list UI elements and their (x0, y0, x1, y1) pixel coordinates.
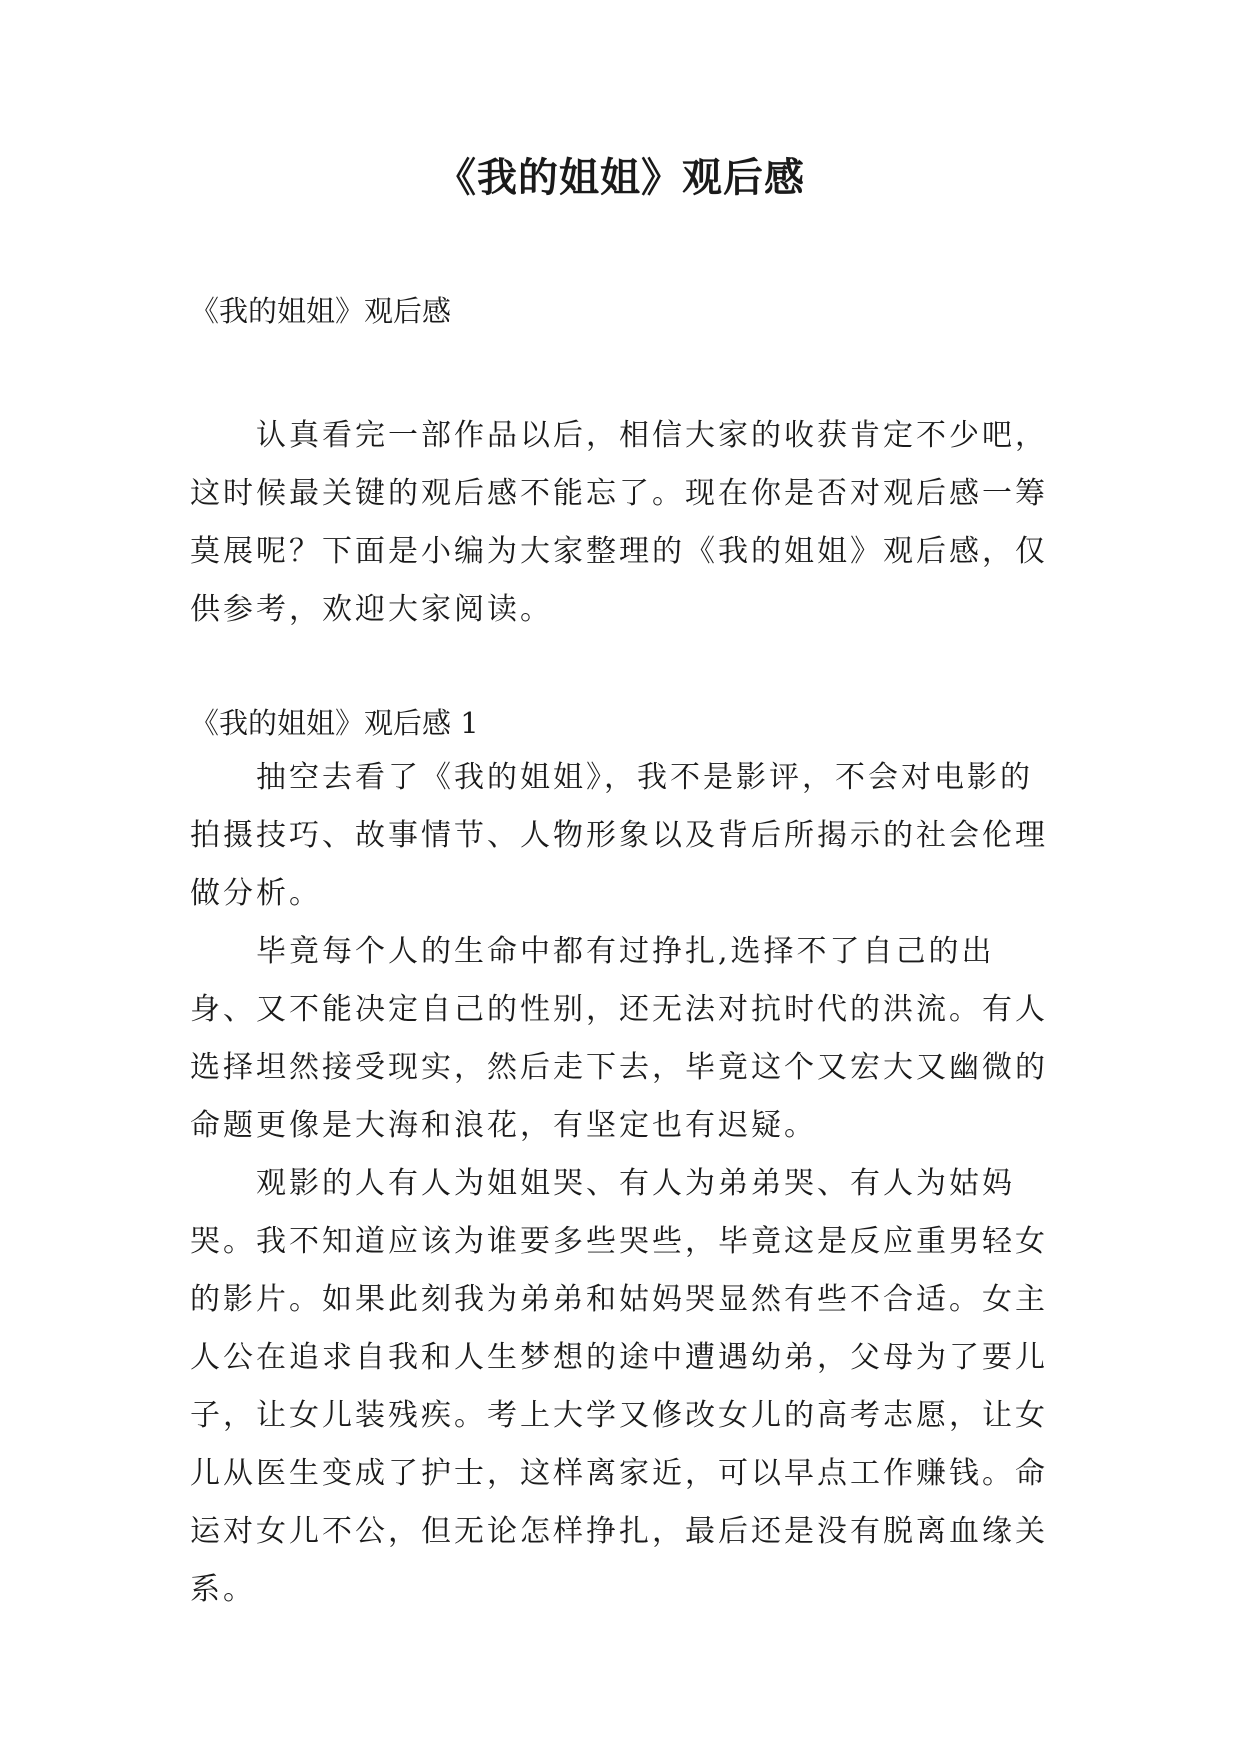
body-paragraph: 抽空去看了《我的姐姐》，我不是影评，不会对电影的拍摄技巧、故事情节、人物形象以及背后所揭示的社会伦理做分析。 (190, 760, 1048, 911)
section-heading: 《我的姐姐》观后感 1 (190, 706, 479, 740)
body-paragraph: 观影的人有人为姐姐哭、有人为弟弟哭、有人为姑妈哭。我不知道应该为谁要多些哭些，毕竟这是反应重男轻女的影片。如果此刻我为弟弟和姑妈哭显然有些不合适。女主人公在追求自我和人生梦想的途中遭遇幼弟，父母为了要儿子，让女儿装残疾。考上大学又修改女儿的高考志愿，让女儿从医生变成了护士，这样离家近，可以早点工作赚钱。命运对女儿不公，但无论怎样挣扎，最后还是没有脱离血缘关系。 (190, 1166, 1048, 1607)
intro-block (190, 407, 1060, 639)
body-paragraph: 毕竟每个人的生命中都有过挣扎,选择不了自己的出身、又不能决定自己的性别，还无法对抗时代的洪流。有人选择坦然接受现实，然后走下去，毕竟这个又宏大又幽微的命题更像是大海和浪花，有坚定也有迟疑。 (190, 934, 1048, 1143)
section-body (190, 749, 1060, 1619)
document-title: 《我的姐姐》观后感 (436, 154, 805, 201)
document-subtitle: 《我的姐姐》观后感 (190, 294, 452, 328)
intro-paragraph: 认真看完一部作品以后，相信大家的收获肯定不少吧，这时候最关键的观后感不能忘了。现在你是否对观后感一筹莫展呢？下面是小编为大家整理的《我的姐姐》观后感，仅供参考，欢迎大家阅读。 (190, 418, 1048, 627)
